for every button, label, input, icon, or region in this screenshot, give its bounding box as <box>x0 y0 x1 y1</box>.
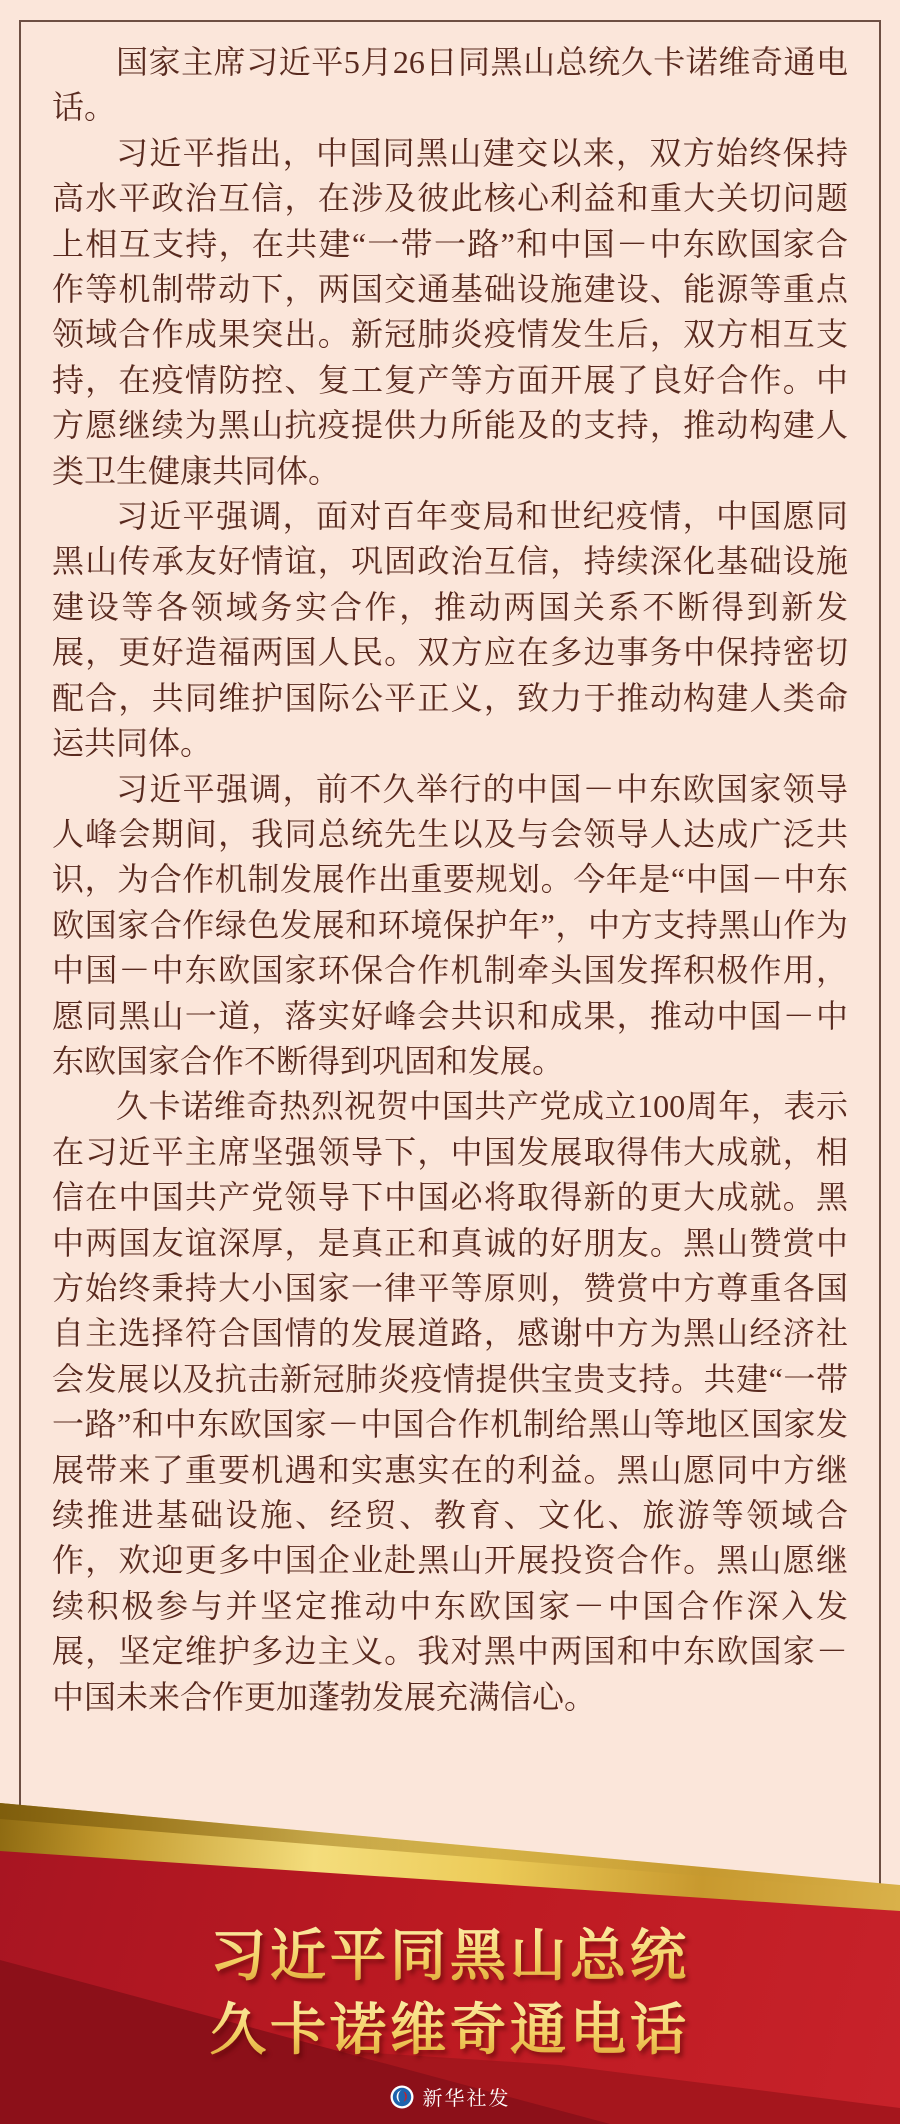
article-text <box>52 40 848 1720</box>
bottom-banner <box>0 1794 900 2124</box>
paragraph: 习近平强调，前不久举行的中国－中东欧国家领导人峰会期间，我同总统先生以及与会领导人达成广泛共识，为合作机制发展作出重要规划。今年是“中国－中东欧国家合作绿色发展和环境保护年”，中方支持黑山作为中国－中东欧国家环保合作机制牵头国发挥积极作用，愿同黑山一道，落实好峰会共识和成果，推动中国－中东欧国家合作不断得到巩固和发展。 <box>52 770 848 1079</box>
banner-title <box>0 1920 900 2068</box>
credit <box>0 2082 900 2111</box>
paragraph: 习近平强调，面对百年变局和世纪疫情，中国愿同黑山传承友好情谊，巩固政治互信，持续深化基础设施建设等各领域务实合作，推动两国关系不断得到新发展，更好造福两国人民。双方应在多边事务中保持密切配合，共同维护国际公平正义，致力于推动构建人类命运共同体。 <box>52 498 848 762</box>
banner-title-line-2: 久卡诺维奇通电话 <box>0 1994 900 2068</box>
banner-title-line-1: 习近平同黑山总统 <box>0 1920 900 1994</box>
paragraph: 久卡诺维奇热烈祝贺中国共产党成立100周年，表示在习近平主席坚强领导下，中国发展取得伟大成就，相信在中国共产党领导下中国必将取得新的更大成就。黑中两国友谊深厚，是真正和真诚的好朋友。黑山赞赏中方始终秉持大小国家一律平等原则，赞赏中方尊重各国自主选择符合国情的发展道路，感谢中方为黑山经济社会发展以及抗击新冠肺炎疫情提供宝贵支持。共建“一带一路”和中东欧国家－中国合作机制给黑山等地区国家发展带来了重要机遇和实惠实在的利益。黑山愿同中方继续推进基础设施、经贸、教育、文化、旅游等领域合作，欢迎更多中国企业赴黑山开展投资合作。黑山愿继续积极参与并坚定推动中东欧国家－中国合作深入发展，坚定维护多边主义。我对黑中两国和中东欧国家－中国未来合作更加蓬勃发展充满信心。 <box>52 1088 848 1715</box>
credit-text: 新华社发 <box>422 2088 511 2110</box>
paragraph-lead: 国家主席习近平5月26日同黑山总统久卡诺维奇通电话。 <box>52 44 848 126</box>
xinhua-logo-icon <box>390 2085 414 2109</box>
paragraph: 习近平指出，中国同黑山建交以来，双方始终保持高水平政治互信，在涉及彼此核心利益和重大关切问题上相互支持，在共建“一带一路”和中国－中东欧国家合作等机制带动下，两国交通基础设施建设、能源等重点领域合作成果突出。新冠肺炎疫情发生后，双方相互支持，在疫情防控、复工复产等方面开展了良好合作。中方愿继续为黑山抗疫提供力所能及的支持，推动构建人类卫生健康共同体。 <box>52 134 848 489</box>
